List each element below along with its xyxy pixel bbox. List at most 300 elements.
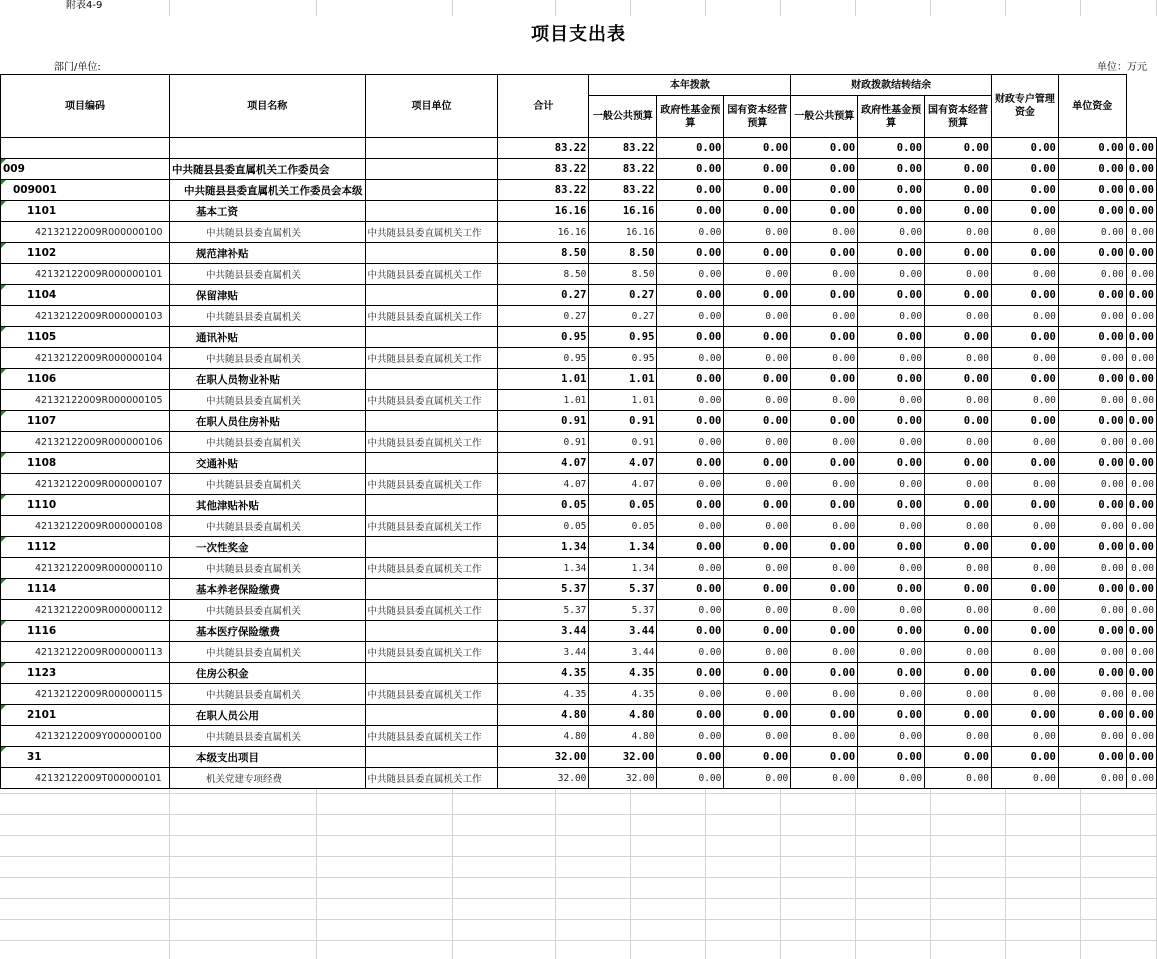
cell-amount[interactable] — [925, 159, 992, 180]
cell-amount[interactable] — [657, 369, 724, 390]
cell-amount[interactable] — [991, 600, 1058, 621]
cell-amount[interactable] — [657, 306, 724, 327]
cell-name[interactable] — [170, 600, 366, 621]
cell-amount[interactable] — [991, 705, 1058, 726]
cell-amount[interactable] — [498, 306, 589, 327]
cell-unit[interactable] — [365, 663, 498, 684]
cell-amount[interactable] — [657, 621, 724, 642]
cell-amount[interactable] — [1058, 747, 1126, 768]
cell-amount[interactable] — [1058, 390, 1126, 411]
cell-amount[interactable] — [657, 663, 724, 684]
cell-amount[interactable] — [1058, 138, 1126, 159]
cell-amount[interactable] — [498, 243, 589, 264]
cell-amount[interactable] — [498, 642, 589, 663]
cell-amount[interactable] — [791, 138, 858, 159]
cell-amount[interactable] — [498, 180, 589, 201]
table-row[interactable] — [1, 348, 1157, 369]
cell-amount[interactable] — [791, 621, 858, 642]
cell-amount[interactable] — [589, 726, 657, 747]
header-total[interactable]: 合计 — [498, 75, 589, 138]
cell-amount[interactable] — [724, 369, 791, 390]
cell-unit[interactable] — [365, 747, 498, 768]
cell-amount[interactable] — [1058, 369, 1126, 390]
header-special-account[interactable]: 财政专户管理资金 — [991, 75, 1058, 138]
cell-amount[interactable] — [858, 222, 925, 243]
table-row[interactable] — [1, 621, 1157, 642]
cell-amount[interactable] — [589, 663, 657, 684]
cell-amount[interactable] — [925, 474, 992, 495]
cell-amount[interactable] — [589, 264, 657, 285]
cell-amount[interactable] — [1126, 306, 1156, 327]
cell-amount[interactable] — [657, 495, 724, 516]
cell-amount[interactable] — [498, 264, 589, 285]
cell-name[interactable] — [170, 390, 366, 411]
cell-amount[interactable] — [498, 516, 589, 537]
cell-code[interactable] — [1, 579, 170, 600]
cell-amount[interactable] — [858, 201, 925, 222]
cell-amount[interactable] — [657, 537, 724, 558]
cell-name[interactable] — [170, 285, 366, 306]
cell-amount[interactable] — [589, 495, 657, 516]
cell-code[interactable] — [1, 411, 170, 432]
cell-amount[interactable] — [925, 663, 992, 684]
cell-name[interactable] — [170, 474, 366, 495]
cell-amount[interactable] — [589, 390, 657, 411]
cell-amount[interactable] — [991, 180, 1058, 201]
cell-unit[interactable] — [365, 726, 498, 747]
cell-amount[interactable] — [991, 726, 1058, 747]
cell-amount[interactable] — [498, 369, 589, 390]
cell-amount[interactable] — [1058, 663, 1126, 684]
table-row[interactable] — [1, 243, 1157, 264]
header-g2-fund[interactable]: 政府性基金预算 — [858, 96, 925, 138]
cell-amount[interactable] — [925, 306, 992, 327]
cell-amount[interactable] — [1058, 579, 1126, 600]
cell-amount[interactable] — [589, 348, 657, 369]
cell-amount[interactable] — [925, 264, 992, 285]
cell-unit[interactable] — [365, 285, 498, 306]
header-group-carryover[interactable]: 财政拨款结转结余 — [791, 75, 992, 96]
cell-code[interactable] — [1, 768, 170, 789]
cell-amount[interactable] — [1126, 411, 1156, 432]
cell-unit[interactable] — [365, 201, 498, 222]
cell-amount[interactable] — [925, 222, 992, 243]
cell-amount[interactable] — [1126, 243, 1156, 264]
cell-name[interactable] — [170, 747, 366, 768]
cell-amount[interactable] — [724, 663, 791, 684]
header-group-current-year[interactable]: 本年拨款 — [589, 75, 791, 96]
cell-amount[interactable] — [1058, 474, 1126, 495]
cell-amount[interactable] — [858, 369, 925, 390]
cell-name[interactable] — [170, 768, 366, 789]
table-row[interactable] — [1, 558, 1157, 579]
cell-amount[interactable] — [498, 621, 589, 642]
cell-amount[interactable] — [589, 558, 657, 579]
cell-amount[interactable] — [925, 411, 992, 432]
table-row[interactable] — [1, 474, 1157, 495]
cell-amount[interactable] — [724, 453, 791, 474]
cell-amount[interactable] — [498, 474, 589, 495]
cell-unit[interactable] — [365, 600, 498, 621]
cell-amount[interactable] — [858, 684, 925, 705]
cell-amount[interactable] — [1058, 327, 1126, 348]
cell-code[interactable] — [1, 159, 170, 180]
cell-code[interactable] — [1, 747, 170, 768]
cell-name[interactable] — [170, 138, 366, 159]
cell-name[interactable] — [170, 306, 366, 327]
cell-amount[interactable] — [1058, 180, 1126, 201]
cell-amount[interactable] — [589, 642, 657, 663]
cell-amount[interactable] — [925, 348, 992, 369]
cell-amount[interactable] — [858, 306, 925, 327]
cell-amount[interactable] — [925, 537, 992, 558]
cell-code[interactable] — [1, 432, 170, 453]
cell-amount[interactable] — [1126, 663, 1156, 684]
cell-amount[interactable] — [724, 285, 791, 306]
cell-amount[interactable] — [1058, 432, 1126, 453]
cell-amount[interactable] — [657, 432, 724, 453]
cell-amount[interactable] — [925, 369, 992, 390]
cell-name[interactable] — [170, 222, 366, 243]
cell-amount[interactable] — [1126, 705, 1156, 726]
cell-amount[interactable] — [1126, 159, 1156, 180]
cell-amount[interactable] — [858, 768, 925, 789]
table-row[interactable] — [1, 642, 1157, 663]
cell-amount[interactable] — [498, 432, 589, 453]
cell-unit[interactable] — [365, 138, 498, 159]
cell-amount[interactable] — [1126, 285, 1156, 306]
cell-amount[interactable] — [657, 327, 724, 348]
cell-unit[interactable] — [365, 453, 498, 474]
table-row[interactable] — [1, 411, 1157, 432]
cell-name[interactable] — [170, 684, 366, 705]
cell-amount[interactable] — [724, 558, 791, 579]
cell-amount[interactable] — [925, 768, 992, 789]
header-g1-state[interactable]: 国有资本经营预算 — [724, 96, 791, 138]
cell-amount[interactable] — [1058, 558, 1126, 579]
cell-amount[interactable] — [1126, 621, 1156, 642]
cell-amount[interactable] — [925, 432, 992, 453]
cell-amount[interactable] — [1126, 600, 1156, 621]
cell-amount[interactable] — [1058, 243, 1126, 264]
cell-amount[interactable] — [724, 411, 791, 432]
cell-code[interactable] — [1, 138, 170, 159]
cell-unit[interactable] — [365, 348, 498, 369]
cell-amount[interactable] — [991, 411, 1058, 432]
cell-amount[interactable] — [791, 327, 858, 348]
cell-amount[interactable] — [589, 180, 657, 201]
cell-unit[interactable] — [365, 306, 498, 327]
cell-amount[interactable] — [925, 138, 992, 159]
cell-amount[interactable] — [858, 579, 925, 600]
cell-amount[interactable] — [791, 684, 858, 705]
cell-amount[interactable] — [925, 579, 992, 600]
cell-amount[interactable] — [925, 285, 992, 306]
cell-code[interactable] — [1, 369, 170, 390]
cell-name[interactable] — [170, 663, 366, 684]
cell-unit[interactable] — [365, 642, 498, 663]
cell-amount[interactable] — [498, 600, 589, 621]
cell-unit[interactable] — [365, 474, 498, 495]
table-row[interactable] — [1, 306, 1157, 327]
cell-amount[interactable] — [858, 285, 925, 306]
cell-amount[interactable] — [1058, 411, 1126, 432]
table-row[interactable] — [1, 138, 1157, 159]
cell-amount[interactable] — [589, 747, 657, 768]
cell-name[interactable] — [170, 726, 366, 747]
cell-amount[interactable] — [1126, 201, 1156, 222]
cell-amount[interactable] — [657, 726, 724, 747]
cell-code[interactable] — [1, 642, 170, 663]
cell-amount[interactable] — [925, 180, 992, 201]
cell-amount[interactable] — [791, 705, 858, 726]
cell-amount[interactable] — [1126, 747, 1156, 768]
cell-name[interactable] — [170, 411, 366, 432]
cell-amount[interactable] — [791, 201, 858, 222]
cell-amount[interactable] — [925, 642, 992, 663]
cell-amount[interactable] — [589, 306, 657, 327]
cell-amount[interactable] — [1126, 642, 1156, 663]
table-row[interactable] — [1, 600, 1157, 621]
cell-amount[interactable] — [991, 432, 1058, 453]
cell-amount[interactable] — [589, 579, 657, 600]
table-row[interactable] — [1, 285, 1157, 306]
cell-amount[interactable] — [589, 411, 657, 432]
cell-amount[interactable] — [791, 348, 858, 369]
cell-name[interactable] — [170, 159, 366, 180]
cell-name[interactable] — [170, 369, 366, 390]
cell-amount[interactable] — [791, 222, 858, 243]
cell-amount[interactable] — [498, 348, 589, 369]
cell-amount[interactable] — [589, 369, 657, 390]
cell-amount[interactable] — [858, 453, 925, 474]
table-row[interactable] — [1, 495, 1157, 516]
cell-amount[interactable] — [1126, 726, 1156, 747]
cell-amount[interactable] — [925, 327, 992, 348]
cell-name[interactable] — [170, 621, 366, 642]
cell-code[interactable] — [1, 663, 170, 684]
cell-amount[interactable] — [589, 537, 657, 558]
cell-amount[interactable] — [589, 243, 657, 264]
cell-unit[interactable] — [365, 495, 498, 516]
cell-amount[interactable] — [1058, 348, 1126, 369]
cell-unit[interactable] — [365, 579, 498, 600]
cell-amount[interactable] — [589, 159, 657, 180]
table-row[interactable] — [1, 201, 1157, 222]
cell-amount[interactable] — [991, 621, 1058, 642]
cell-unit[interactable] — [365, 558, 498, 579]
cell-amount[interactable] — [724, 621, 791, 642]
table-row[interactable] — [1, 327, 1157, 348]
cell-amount[interactable] — [925, 705, 992, 726]
cell-unit[interactable] — [365, 684, 498, 705]
cell-amount[interactable] — [1126, 516, 1156, 537]
cell-amount[interactable] — [498, 390, 589, 411]
header-g2-general[interactable]: 一般公共预算 — [791, 96, 858, 138]
cell-amount[interactable] — [1058, 705, 1126, 726]
cell-amount[interactable] — [925, 495, 992, 516]
table-row[interactable] — [1, 264, 1157, 285]
cell-amount[interactable] — [724, 390, 791, 411]
cell-amount[interactable] — [858, 411, 925, 432]
cell-code[interactable] — [1, 495, 170, 516]
cell-amount[interactable] — [1058, 768, 1126, 789]
cell-amount[interactable] — [498, 327, 589, 348]
cell-amount[interactable] — [589, 138, 657, 159]
cell-amount[interactable] — [657, 747, 724, 768]
cell-amount[interactable] — [925, 390, 992, 411]
cell-unit[interactable] — [365, 243, 498, 264]
cell-amount[interactable] — [791, 747, 858, 768]
cell-amount[interactable] — [1058, 201, 1126, 222]
cell-amount[interactable] — [498, 537, 589, 558]
cell-amount[interactable] — [498, 453, 589, 474]
cell-amount[interactable] — [657, 768, 724, 789]
cell-amount[interactable] — [724, 348, 791, 369]
cell-amount[interactable] — [589, 474, 657, 495]
cell-amount[interactable] — [858, 537, 925, 558]
cell-unit[interactable] — [365, 390, 498, 411]
cell-amount[interactable] — [724, 537, 791, 558]
cell-amount[interactable] — [858, 516, 925, 537]
cell-amount[interactable] — [858, 159, 925, 180]
table-row[interactable] — [1, 159, 1157, 180]
cell-amount[interactable] — [498, 495, 589, 516]
cell-amount[interactable] — [657, 411, 724, 432]
cell-amount[interactable] — [724, 684, 791, 705]
table-row[interactable] — [1, 663, 1157, 684]
cell-amount[interactable] — [791, 600, 858, 621]
cell-amount[interactable] — [724, 726, 791, 747]
cell-amount[interactable] — [657, 579, 724, 600]
cell-amount[interactable] — [1126, 474, 1156, 495]
cell-amount[interactable] — [991, 516, 1058, 537]
cell-amount[interactable] — [589, 222, 657, 243]
cell-amount[interactable] — [991, 747, 1058, 768]
cell-amount[interactable] — [1126, 453, 1156, 474]
cell-amount[interactable] — [925, 201, 992, 222]
cell-amount[interactable] — [791, 642, 858, 663]
cell-amount[interactable] — [657, 390, 724, 411]
cell-unit[interactable] — [365, 264, 498, 285]
cell-amount[interactable] — [858, 705, 925, 726]
cell-amount[interactable] — [858, 180, 925, 201]
cell-amount[interactable] — [498, 285, 589, 306]
cell-amount[interactable] — [589, 453, 657, 474]
cell-amount[interactable] — [724, 474, 791, 495]
cell-amount[interactable] — [791, 243, 858, 264]
cell-unit[interactable] — [365, 222, 498, 243]
cell-amount[interactable] — [858, 264, 925, 285]
cell-amount[interactable] — [858, 726, 925, 747]
cell-name[interactable] — [170, 432, 366, 453]
cell-amount[interactable] — [724, 180, 791, 201]
cell-amount[interactable] — [498, 138, 589, 159]
cell-name[interactable] — [170, 243, 366, 264]
table-row[interactable] — [1, 705, 1157, 726]
cell-name[interactable] — [170, 180, 366, 201]
header-unit-funds[interactable]: 单位资金 — [1058, 75, 1126, 138]
cell-amount[interactable] — [724, 600, 791, 621]
cell-amount[interactable] — [991, 495, 1058, 516]
cell-amount[interactable] — [858, 747, 925, 768]
cell-amount[interactable] — [991, 579, 1058, 600]
cell-amount[interactable] — [858, 138, 925, 159]
cell-amount[interactable] — [991, 264, 1058, 285]
cell-amount[interactable] — [991, 663, 1058, 684]
cell-amount[interactable] — [791, 516, 858, 537]
cell-amount[interactable] — [791, 390, 858, 411]
cell-code[interactable] — [1, 621, 170, 642]
cell-code[interactable] — [1, 390, 170, 411]
cell-amount[interactable] — [657, 264, 724, 285]
cell-amount[interactable] — [724, 768, 791, 789]
cell-amount[interactable] — [498, 726, 589, 747]
cell-amount[interactable] — [925, 516, 992, 537]
cell-amount[interactable] — [1058, 621, 1126, 642]
cell-unit[interactable] — [365, 537, 498, 558]
cell-amount[interactable] — [791, 558, 858, 579]
cell-amount[interactable] — [1126, 390, 1156, 411]
cell-amount[interactable] — [991, 369, 1058, 390]
cell-code[interactable] — [1, 348, 170, 369]
header-name[interactable]: 项目名称 — [170, 75, 366, 138]
cell-amount[interactable] — [498, 579, 589, 600]
cell-amount[interactable] — [724, 159, 791, 180]
cell-amount[interactable] — [1058, 495, 1126, 516]
cell-unit[interactable] — [365, 180, 498, 201]
cell-amount[interactable] — [589, 621, 657, 642]
cell-amount[interactable] — [991, 138, 1058, 159]
cell-name[interactable] — [170, 537, 366, 558]
cell-code[interactable] — [1, 537, 170, 558]
cell-amount[interactable] — [791, 726, 858, 747]
cell-amount[interactable] — [589, 432, 657, 453]
cell-amount[interactable] — [858, 558, 925, 579]
cell-name[interactable] — [170, 579, 366, 600]
cell-unit[interactable] — [365, 159, 498, 180]
table-row[interactable] — [1, 432, 1157, 453]
cell-code[interactable] — [1, 726, 170, 747]
table-row[interactable] — [1, 579, 1157, 600]
table-row[interactable] — [1, 453, 1157, 474]
header-g1-fund[interactable]: 政府性基金预算 — [657, 96, 724, 138]
cell-code[interactable] — [1, 222, 170, 243]
cell-amount[interactable] — [1126, 768, 1156, 789]
cell-amount[interactable] — [1126, 222, 1156, 243]
cell-amount[interactable] — [991, 159, 1058, 180]
cell-amount[interactable] — [589, 705, 657, 726]
cell-unit[interactable] — [365, 705, 498, 726]
table-row[interactable] — [1, 180, 1157, 201]
cell-amount[interactable] — [1058, 726, 1126, 747]
cell-amount[interactable] — [925, 453, 992, 474]
cell-code[interactable] — [1, 474, 170, 495]
cell-amount[interactable] — [925, 600, 992, 621]
cell-amount[interactable] — [1126, 495, 1156, 516]
cell-amount[interactable] — [858, 348, 925, 369]
cell-amount[interactable] — [498, 747, 589, 768]
cell-amount[interactable] — [1126, 327, 1156, 348]
cell-amount[interactable] — [657, 705, 724, 726]
cell-amount[interactable] — [991, 558, 1058, 579]
cell-code[interactable] — [1, 684, 170, 705]
cell-unit[interactable] — [365, 516, 498, 537]
cell-amount[interactable] — [791, 159, 858, 180]
cell-amount[interactable] — [657, 348, 724, 369]
cell-amount[interactable] — [657, 453, 724, 474]
cell-amount[interactable] — [589, 201, 657, 222]
